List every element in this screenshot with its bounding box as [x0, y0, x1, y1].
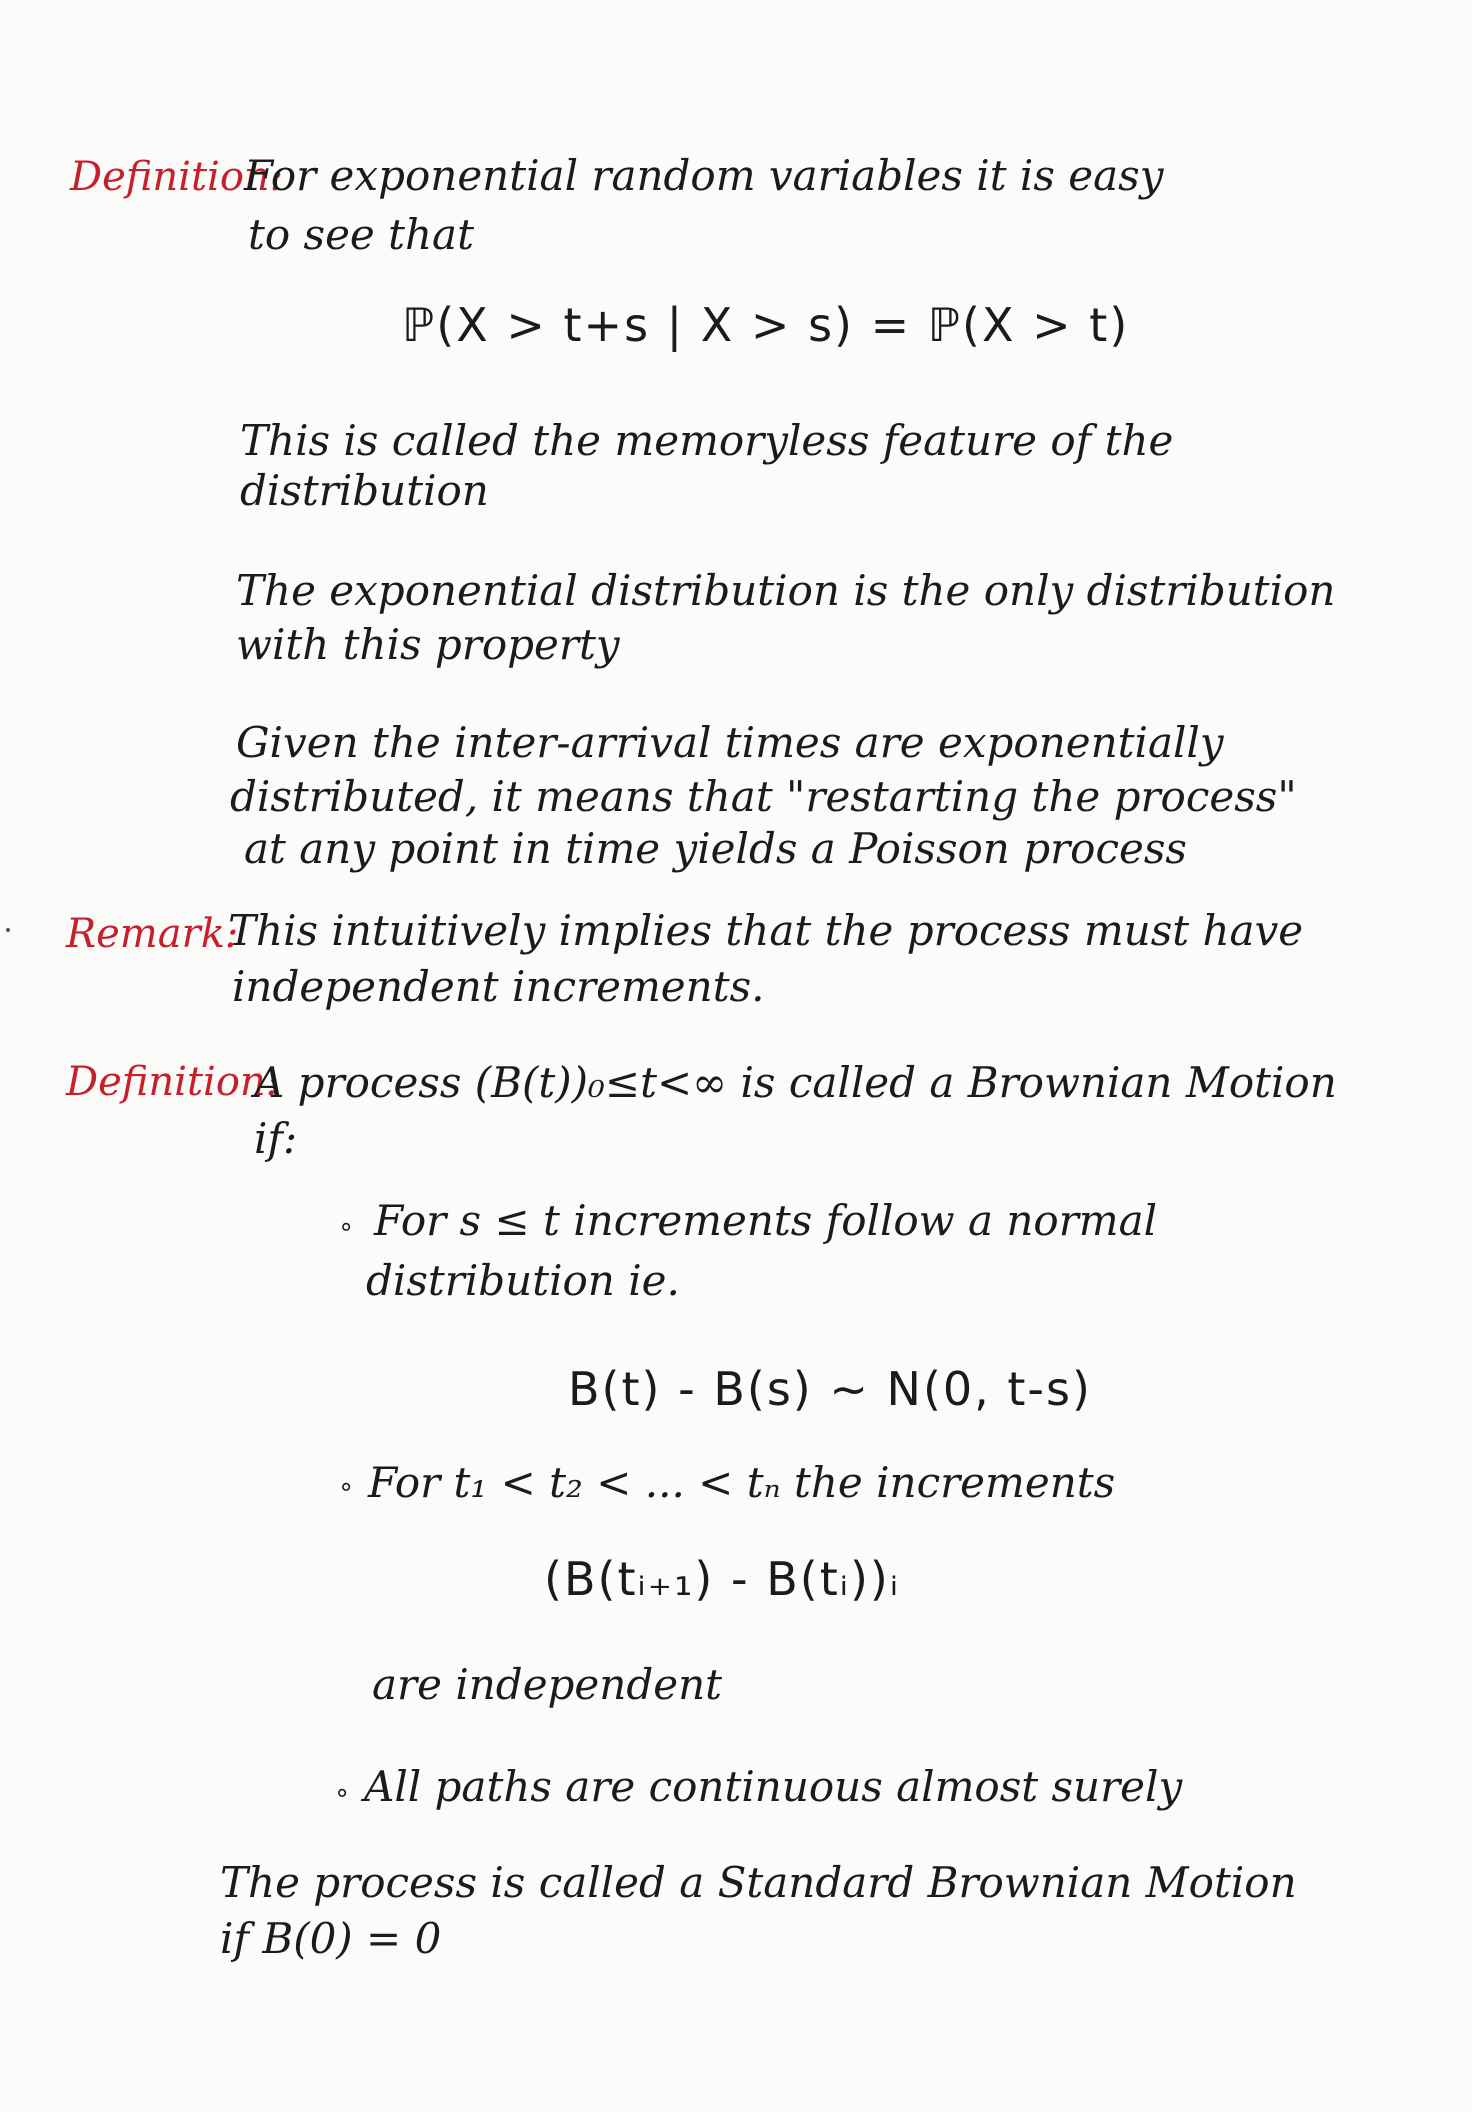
paragraph-line: at any point in time yields a Poisson process — [244, 824, 1187, 873]
bullet-icon: ∘ — [334, 1778, 351, 1808]
independent-increments-formula: (B(tᵢ₊₁) - B(tᵢ))ᵢ — [544, 1552, 901, 1606]
definition-label: Definition: — [66, 1059, 280, 1105]
bullet-icon: ∘ — [338, 1472, 355, 1502]
closing-text-line: The process is called a Standard Brownian Motion — [220, 1858, 1297, 1907]
paragraph-line: distributed, it means that "restarting the process" — [230, 772, 1297, 821]
normal-increment-formula: B(t) - B(s) ~ N(0, t-s) — [568, 1362, 1092, 1416]
bullet-text-line: distribution ie. — [366, 1256, 680, 1305]
bullet-text-line: For s ≤ t increments follow a normal — [374, 1196, 1158, 1245]
memoryless-formula: ℙ(X > t+s | X > s) = ℙ(X > t) — [402, 298, 1130, 352]
closing-text-line: if B(0) = 0 — [220, 1914, 442, 1963]
paragraph-line: Given the inter-arrival times are exponentially — [236, 718, 1224, 767]
definition-text-line: For exponential random variables it is easy — [244, 151, 1164, 200]
bullet-text-line: For t₁ < t₂ < ... < tₙ the increments — [368, 1458, 1116, 1507]
paragraph-line: distribution — [240, 466, 489, 515]
definition-label: Definition: — [70, 154, 284, 200]
paragraph-line: This is called the memoryless feature of the — [240, 416, 1174, 465]
bullet-icon: ∘ — [338, 1212, 355, 1242]
definition-text-line: if: — [254, 1114, 298, 1163]
bullet-text-line: are independent — [372, 1660, 723, 1709]
stray-mark — [6, 928, 10, 932]
remark-text-line: This intuitively implies that the process must have — [228, 906, 1304, 955]
definition-text-line: A process (B(t))₀≤t<∞ is called a Brownian Motion — [254, 1058, 1337, 1107]
bullet-text-line: All paths are continuous almost surely — [364, 1762, 1183, 1811]
remark-label: Remark: — [66, 911, 239, 957]
paragraph-line: with this property — [236, 620, 620, 669]
paragraph-line: The exponential distribution is the only distribution — [236, 566, 1336, 615]
remark-text-line: independent increments. — [232, 962, 765, 1011]
definition-text-line: to see that — [248, 210, 474, 259]
